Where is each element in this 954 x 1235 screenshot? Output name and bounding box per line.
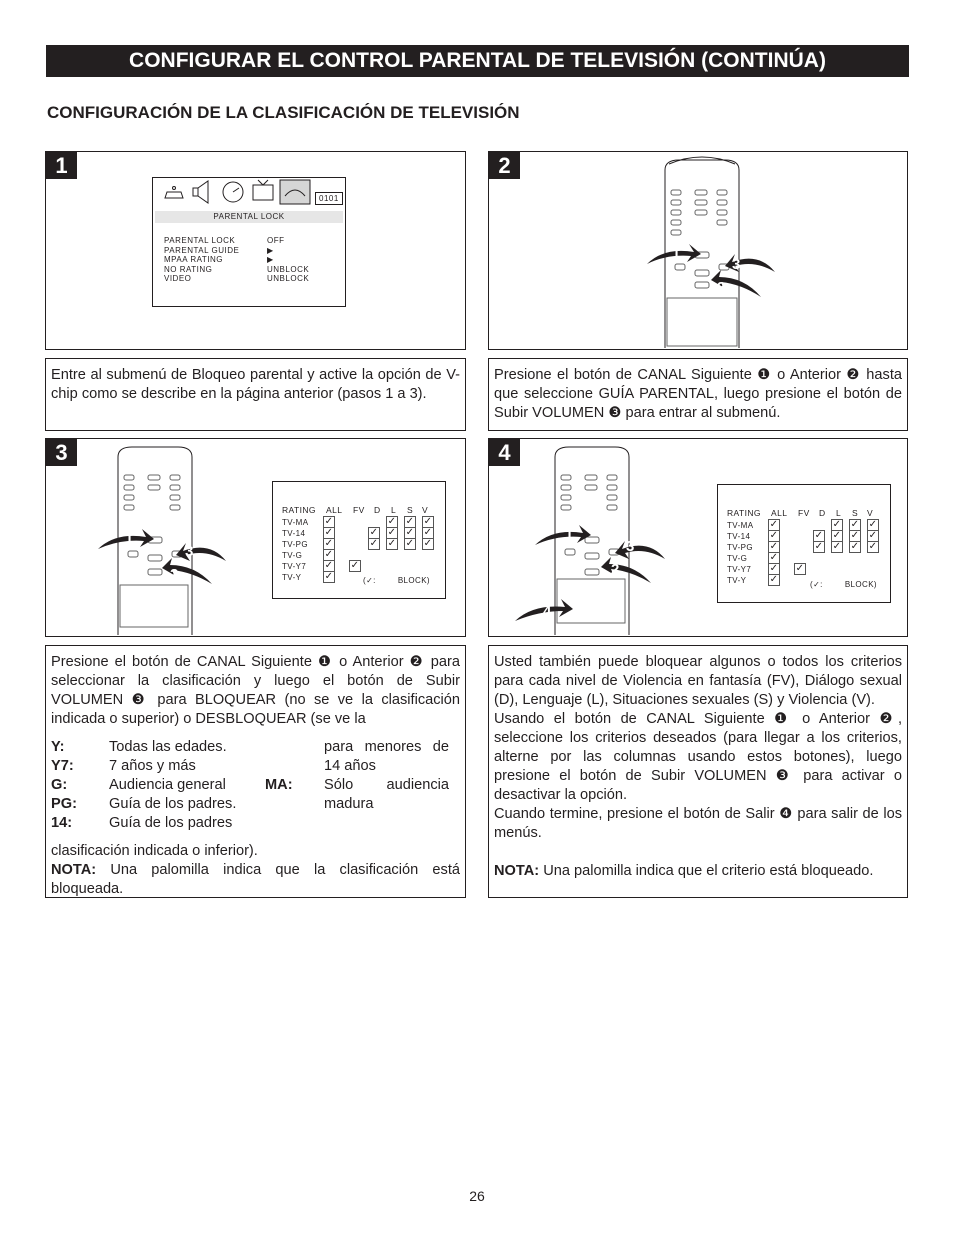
checkbox-s-tvpg[interactable]: ✓ (850, 541, 860, 552)
checkbox-l-tvma[interactable]: ✓ (387, 516, 397, 527)
arrow-3-label: 3 (732, 256, 741, 273)
checkbox-l-tvma[interactable]: ✓ (832, 519, 842, 530)
checkbox-all-tvy[interactable]: ✓ (769, 574, 779, 585)
checkbox-v-tv14[interactable]: ✓ (423, 527, 433, 538)
page-title: CONFIGURAR EL CONTROL PARENTAL DE TELEVISIÓN (CONTINÚA) (46, 45, 909, 77)
rating-legend-list: Y: Todas las edades. Y7: 7 años y más G: Audiencia general PG: Guía de los padres. 14: Guía de los padres para menores de 14 años MA: Sólo audiencia madura (51, 739, 449, 831)
checkbox-all-tvma[interactable]: ✓ (769, 519, 779, 530)
step-2-panel (488, 151, 908, 350)
audio-icon (193, 181, 208, 203)
step-3-text: Presione el botón de CANAL Siguiente ❶ o Anterior ❷ para seleccionar la clasificación y luego el botón de Subir VOLUMEN ❸ para BLOQUEAR (no se ve la clasificación indicada o superior) o DESBLOQUEAR (se ve la Y: Todas las edades. Y7: 7 años y más G: Audiencia general PG: Guía de los padres. 14: Guía de los padres para menores de 14 años MA: Sólo audiencia madura clasificación indicada o inferior). NOTA: Una palomilla indica que la clasificación está bloqueada. (45, 645, 466, 898)
step-1-text: Entre al submenú de Bloqueo parental y active la opción de V-chip como se describe en la página anterior (pasos 1 a 3). (45, 358, 466, 431)
checkbox-s-tvma[interactable]: ✓ (405, 516, 415, 527)
rating-screen (717, 484, 891, 603)
menu-code: 0101 (315, 192, 343, 205)
checkbox-s-tvpg[interactable]: ✓ (405, 538, 415, 549)
checkbox-v-tvpg[interactable]: ✓ (868, 541, 878, 552)
step-4-panel (488, 438, 908, 637)
checkbox-v-tvma[interactable]: ✓ (423, 516, 433, 527)
tv-icon (253, 180, 273, 200)
page-number: 26 (469, 1188, 485, 1204)
step-4-badge: 4 (489, 439, 520, 466)
rating-rows: TV-MA TV-14 TV-PG TV-G TV-Y7 TV-Y (727, 521, 754, 585)
arrows (489, 152, 907, 349)
rating-header: RATING ALL FV D L S V (282, 505, 429, 515)
checkbox-d-tvpg[interactable]: ✓ (369, 538, 379, 549)
checkbox-l-tv14[interactable]: ✓ (832, 530, 842, 541)
checkbox-all-tvy7[interactable]: ✓ (769, 563, 779, 574)
checkbox-v-tvpg[interactable]: ✓ (423, 538, 433, 549)
arrow-1-label: 1 (565, 526, 574, 543)
menu-row[interactable]: PARENTAL LOCK OFF (164, 236, 285, 245)
checkbox-l-tvpg[interactable]: ✓ (832, 541, 842, 552)
menu-row[interactable]: PARENTAL GUIDE ▶ (164, 245, 274, 255)
checkbox-d-tvpg[interactable]: ✓ (814, 541, 824, 552)
arrow-1-label: 1 (672, 245, 681, 262)
menu-row[interactable]: NO RATING UNBLOCK (164, 264, 310, 274)
step-2-badge: 2 (489, 152, 520, 179)
parental-icon-highlight (280, 180, 310, 204)
checkbox-v-tv14[interactable]: ✓ (868, 530, 878, 541)
checkbox-s-tv14[interactable]: ✓ (405, 527, 415, 538)
arrow-2-label: 2 (170, 566, 179, 583)
arrow-3-label: 3 (626, 538, 635, 555)
timer-icon (223, 182, 243, 202)
checkbox-s-tv14[interactable]: ✓ (850, 530, 860, 541)
arrow-3-label: 3 (185, 543, 194, 560)
rating-screen (272, 481, 446, 599)
checkbox-all-tv14[interactable]: ✓ (324, 527, 334, 538)
checkbox-all-tvy[interactable]: ✓ (324, 571, 334, 582)
checkbox-all-tvpg[interactable]: ✓ (324, 538, 334, 549)
checkbox-s-tvma[interactable]: ✓ (850, 519, 860, 530)
menu-row[interactable]: VIDEO UNBLOCK (164, 274, 310, 283)
arrow-1-label: 1 (125, 530, 134, 547)
checkbox-l-tv14[interactable]: ✓ (387, 527, 397, 538)
checkbox-all-tvy7[interactable]: ✓ (324, 560, 334, 571)
arrow-4-label: 4 (543, 603, 552, 620)
section-title: CONFIGURACIÓN DE LA CLASIFICACIÓN DE TELEVISIÓN (47, 103, 520, 122)
menu-header: PARENTAL LOCK (155, 211, 343, 223)
arrow-2-label: 2 (717, 279, 726, 296)
checkbox-all-tvma[interactable]: ✓ (324, 516, 334, 527)
checkbox-all-tvpg[interactable]: ✓ (769, 541, 779, 552)
rating-rows: TV-MA TV-14 TV-PG TV-G TV-Y7 TV-Y (282, 518, 309, 582)
parental-lock-menu (152, 177, 346, 307)
checkbox-fv-tvy7[interactable]: ✓ (795, 563, 805, 574)
menu-rows (164, 236, 309, 284)
step-4-text: Usted también puede bloquear algunos o todos los criterios para cada nivel de Violencia en fantasía (FV), Diálogo sexual (D), Lenguaje (L), Situaciones sexuales (S) y Violencia (V). Usando el botón de CANAL Siguiente ❶ o Anterior ❷, seleccione los criterios deseados (para llegar a los criterios, alterne por las columnas usando estos botones), luego presione el botón de Subir VOLUMEN ❸ para activar o desactivar la opción. Cuando termine, presione el botón de Salir ❹ para salir de los menús. NOTA: Una palomilla indica que el criterio está bloqueado. (488, 645, 908, 898)
checkbox-all-tvg[interactable]: ✓ (769, 552, 779, 563)
checkbox-all-tvg[interactable]: ✓ (324, 549, 334, 560)
step-1-panel (45, 151, 466, 350)
checkbox-fv-tvy7[interactable]: ✓ (350, 560, 360, 571)
checkbox-v-tvma[interactable]: ✓ (868, 519, 878, 530)
step-3-badge: 3 (46, 439, 77, 466)
arrow-2-label: 2 (611, 561, 620, 578)
picture-icon (165, 187, 183, 199)
rating-legend: (✓: BLOCK) (363, 576, 430, 585)
checkbox-d-tv14[interactable]: ✓ (814, 530, 824, 541)
checkbox-d-tv14[interactable]: ✓ (369, 527, 379, 538)
rating-legend: (✓: BLOCK) (810, 580, 877, 589)
step-1-badge: 1 (46, 152, 77, 179)
step-3-panel (45, 438, 466, 637)
checkbox-l-tvpg[interactable]: ✓ (387, 538, 397, 549)
step-2-text: Presione el botón de CANAL Siguiente ❶ o Anterior ❷ hasta que seleccione GUÍA PARENTAL, luego presione el botón de Subir VOLUMEN ❸ para entrar al submenú. (488, 358, 908, 431)
menu-row[interactable]: MPAA RATING ▶ (164, 255, 274, 264)
checkbox-all-tv14[interactable]: ✓ (769, 530, 779, 541)
rating-header: RATING ALL FV D L S V (727, 508, 874, 518)
